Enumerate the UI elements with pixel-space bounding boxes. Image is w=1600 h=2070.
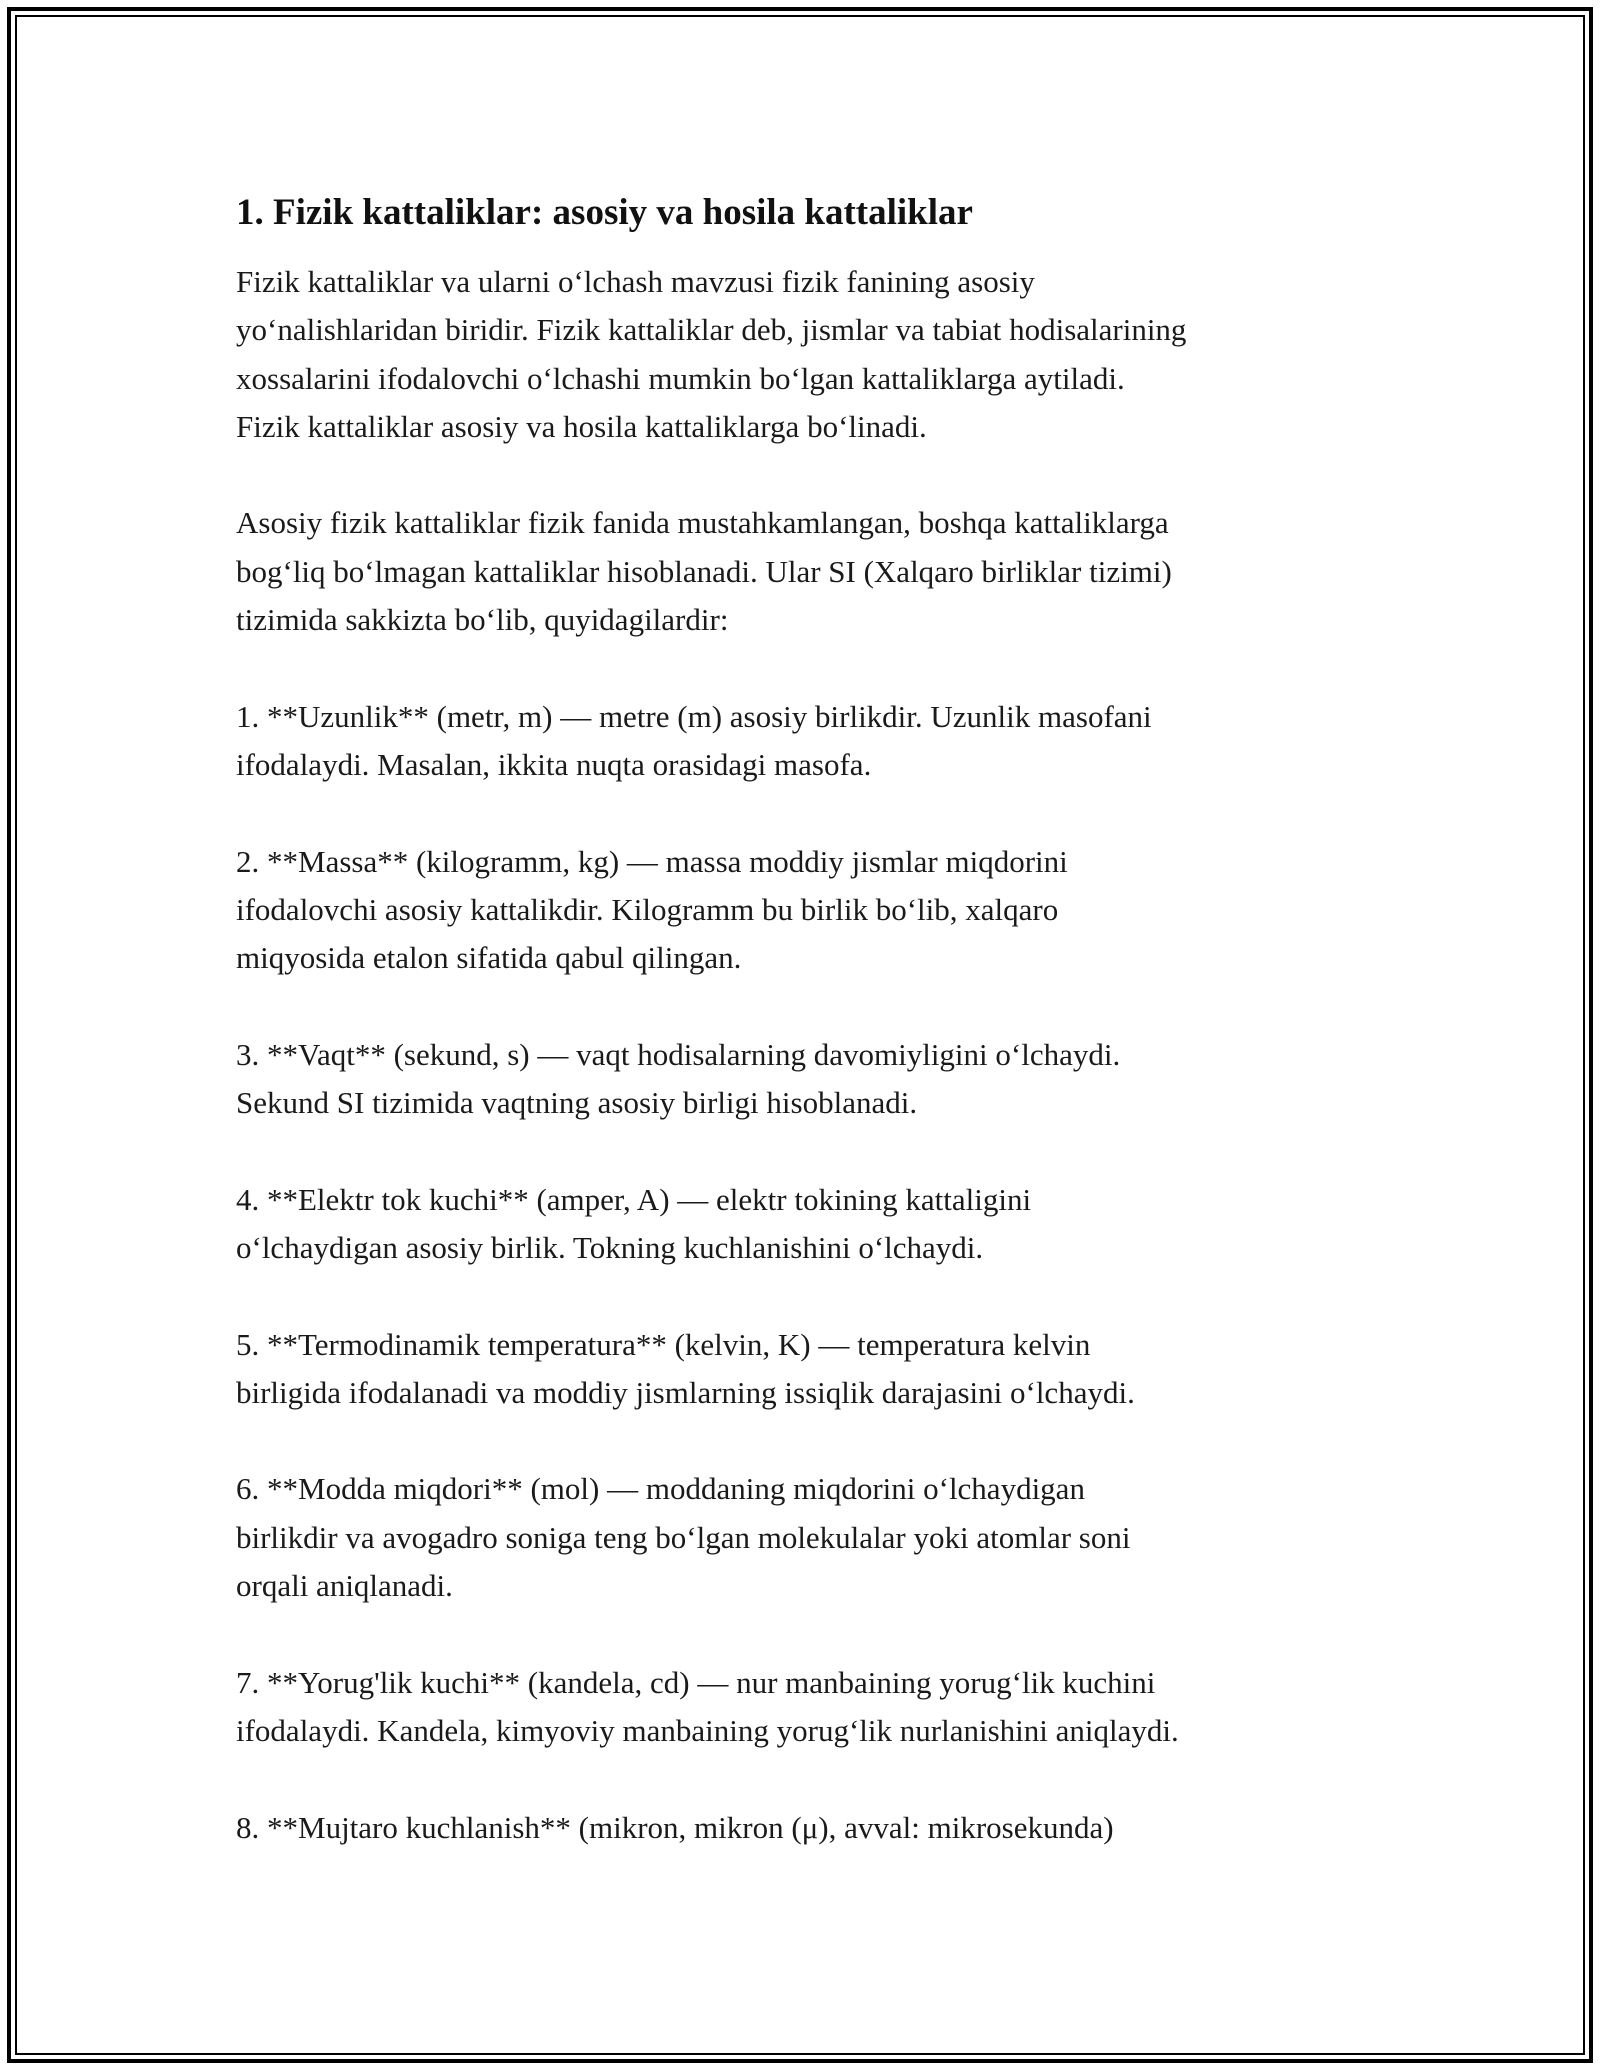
text-line: Asosiy fizik kattaliklar fizik fanida mustahkamlangan, boshqa kattaliklarga bbox=[236, 505, 1169, 541]
text-line: tizimida sakkizta bo‘lib, quyidagilardir: bbox=[236, 602, 729, 638]
document-body bbox=[236, 186, 1386, 1852]
list-item-electric-current bbox=[236, 1176, 1386, 1273]
text-line: 3. **Vaqt** (sekund, s) — vaqt hodisalarning davomiyligini o‘lchaydi. bbox=[236, 1036, 1121, 1072]
text-line: 6. **Modda miqdori** (mol) — moddaning miqdorini o‘lchaydigan bbox=[236, 1471, 1085, 1507]
paragraph-base-quantities bbox=[236, 499, 1386, 644]
text-line: birligida ifodalanadi va moddiy jismlarning issiqlik darajasini o‘lchaydi. bbox=[236, 1374, 1135, 1410]
list-item-luminous-intensity bbox=[236, 1659, 1386, 1756]
text-line: ifodalaydi. Masalan, ikkita nuqta orasidagi masofa. bbox=[236, 746, 872, 782]
list-item-temperature bbox=[236, 1321, 1386, 1418]
text-line: 8. **Mujtaro kuchlanish** (mikron, mikron (μ), avval: mikrosekunda) bbox=[236, 1809, 1114, 1845]
text-line: birlikdir va avogadro soniga teng bo‘lgan molekulalar yoki atomlar soni bbox=[236, 1519, 1131, 1555]
text-line: 1. **Uzunlik** (metr, m) — metre (m) asosiy birlikdir. Uzunlik masofani bbox=[236, 698, 1152, 734]
text-line: bog‘liq bo‘lmagan kattaliklar hisoblanadi. Ular SI (Xalqaro birliklar tizimi) bbox=[236, 553, 1172, 589]
text-line: 2. **Massa** (kilogramm, kg) — massa moddiy jismlar miqdorini bbox=[236, 843, 1068, 879]
text-line: 7. **Yorug'lik kuchi** (kandela, cd) — nur manbaining yorug‘lik kuchini bbox=[236, 1664, 1156, 1700]
text-line: o‘lchaydigan asosiy birlik. Tokning kuchlanishini o‘lchaydi. bbox=[236, 1229, 984, 1265]
text-line: ifodalaydi. Kandela, kimyoviy manbaining yorug‘lik nurlanishini aniqlaydi. bbox=[236, 1712, 1179, 1748]
list-item-eighth bbox=[236, 1804, 1386, 1852]
text-line: Fizik kattaliklar asosiy va hosila kattaliklarga bo‘linadi. bbox=[236, 408, 927, 444]
text-line: 5. **Termodinamik temperatura** (kelvin, K) — temperatura kelvin bbox=[236, 1326, 1091, 1362]
document-title: 1. Fizik kattaliklar: asosiy va hosila kattaliklar bbox=[236, 192, 973, 233]
text-line: orqali aniqlanadi. bbox=[236, 1568, 453, 1604]
text-line: 4. **Elektr tok kuchi** (amper, A) — elektr tokining kattaligini bbox=[236, 1181, 1032, 1217]
text-line: miqyosida etalon sifatida qabul qilingan. bbox=[236, 940, 742, 976]
paragraph-intro bbox=[236, 258, 1386, 451]
list-item-length bbox=[236, 693, 1386, 790]
list-item-mass bbox=[236, 838, 1386, 983]
text-line: ifodalovchi asosiy kattalikdir. Kilogramm bu birlik bo‘lib, xalqaro bbox=[236, 891, 1059, 927]
text-line: Sekund SI tizimida vaqtning asosiy birligi hisoblanadi. bbox=[236, 1085, 918, 1121]
text-line: Fizik kattaliklar va ularni o‘lchash mavzusi fizik fanining asosiy bbox=[236, 264, 1035, 299]
list-item-amount-of-substance bbox=[236, 1465, 1386, 1610]
text-line: xossalarini ifodalovchi o‘lchashi mumkin bo‘lgan kattaliklarga aytiladi. bbox=[236, 360, 1125, 396]
text-line: yo‘nalishlaridan biridir. Fizik kattaliklar deb, jismlar va tabiat hodisalarining bbox=[236, 312, 1187, 348]
list-item-time bbox=[236, 1031, 1386, 1128]
